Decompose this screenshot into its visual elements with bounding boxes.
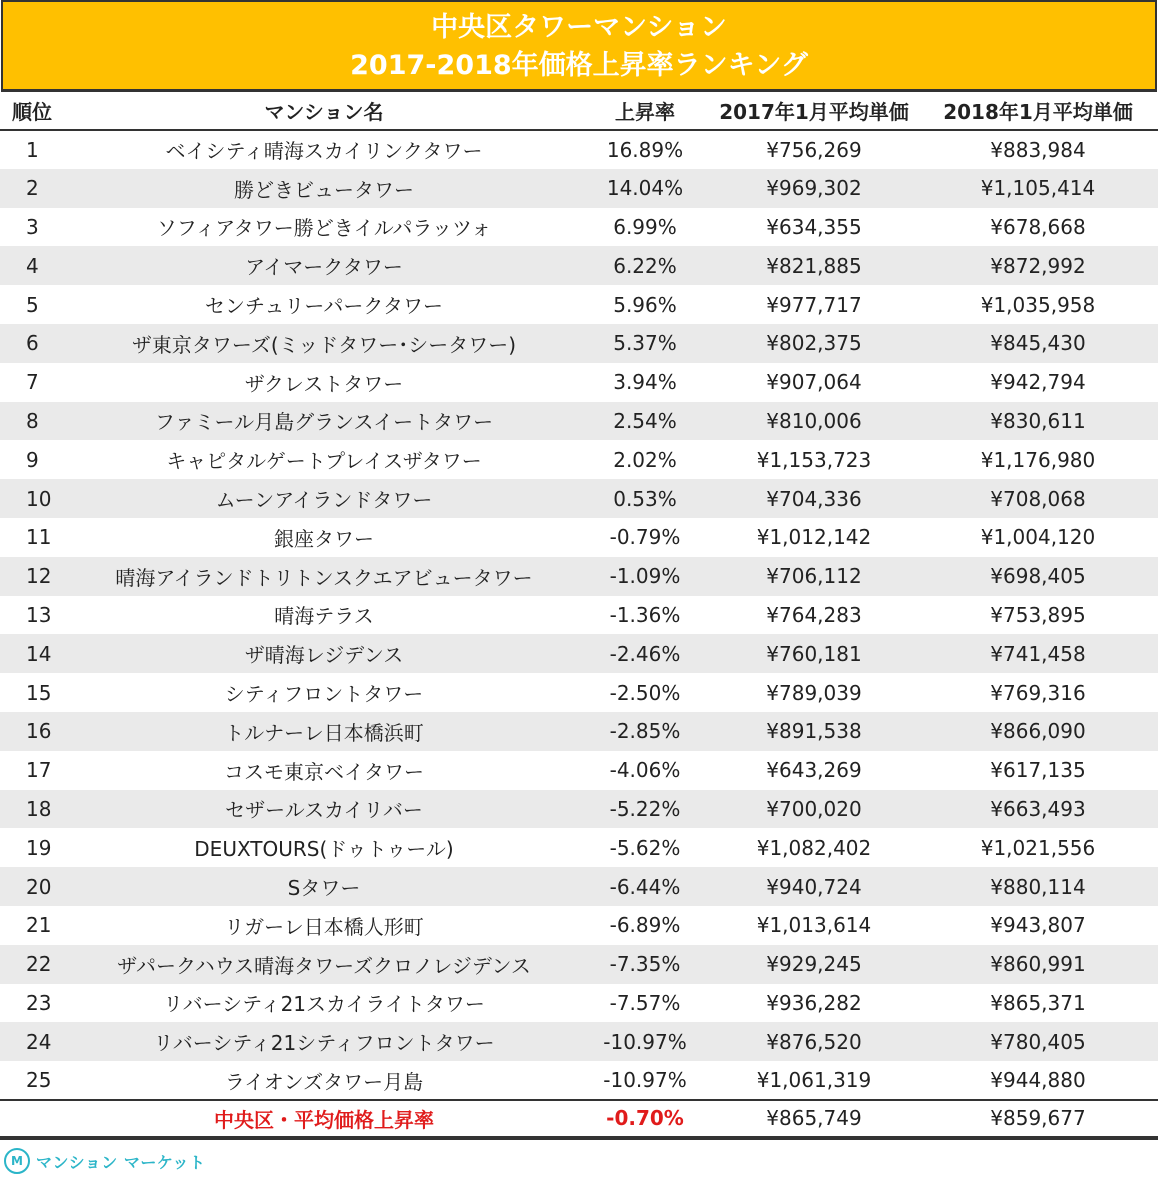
table-row (0, 208, 1158, 247)
rank-cell: 13 (0, 596, 68, 635)
name-cell: セザールスカイリバー (68, 790, 580, 829)
table-row (0, 596, 1158, 635)
price-2017-cell: ¥1,153,723 (710, 440, 918, 479)
price-2018-cell: ¥830,611 (918, 402, 1158, 441)
table-row (0, 130, 1158, 169)
price-2017-cell: ¥876,520 (710, 1022, 918, 1061)
header-name: マンション名 (68, 92, 580, 130)
rank-cell: 2 (0, 169, 68, 208)
table-row (0, 285, 1158, 324)
rank-cell: 18 (0, 790, 68, 829)
rank-cell: 19 (0, 828, 68, 867)
rank-cell: 20 (0, 867, 68, 906)
name-cell: ザ東京タワーズ(ミッドタワー･シータワー) (68, 324, 580, 363)
price-2017-cell: ¥643,269 (710, 751, 918, 790)
table-row (0, 906, 1158, 945)
price-2017-cell: ¥821,885 (710, 246, 918, 285)
table-row (0, 363, 1158, 402)
rate-cell: 2.54% (580, 402, 710, 441)
rate-cell: -1.36% (580, 596, 710, 635)
rate-cell: -7.57% (580, 984, 710, 1023)
rate-cell: -5.62% (580, 828, 710, 867)
rate-cell: -10.97% (580, 1022, 710, 1061)
price-2018-cell: ¥769,316 (918, 673, 1158, 712)
table-row (0, 479, 1158, 518)
price-2017-cell: ¥1,061,319 (710, 1061, 918, 1100)
header-rank: 順位 (0, 92, 68, 130)
price-2018-cell: ¥860,991 (918, 945, 1158, 984)
name-cell: リバーシティ21スカイライトタワー (68, 984, 580, 1023)
title-line-2: 2017-2018年価格上昇率ランキング (350, 50, 808, 81)
brand-logo (4, 1148, 206, 1174)
summary-price-2018: ¥859,677 (918, 1100, 1158, 1138)
price-2018-cell: ¥708,068 (918, 479, 1158, 518)
name-cell: ザクレストタワー (68, 363, 580, 402)
rank-cell: 12 (0, 557, 68, 596)
rate-cell: 5.96% (580, 285, 710, 324)
price-2018-cell: ¥880,114 (918, 867, 1158, 906)
rate-cell: 6.99% (580, 208, 710, 247)
rank-cell: 3 (0, 208, 68, 247)
price-2017-cell: ¥764,283 (710, 596, 918, 635)
header-rate: 上昇率 (580, 92, 710, 130)
price-2018-cell: ¥1,176,980 (918, 440, 1158, 479)
summary-label: 中央区・平均価格上昇率 (68, 1100, 580, 1138)
rate-cell: 6.22% (580, 246, 710, 285)
price-2018-cell: ¥741,458 (918, 634, 1158, 673)
rate-cell: 0.53% (580, 479, 710, 518)
rate-cell: 2.02% (580, 440, 710, 479)
price-2017-cell: ¥760,181 (710, 634, 918, 673)
table-row (0, 828, 1158, 867)
price-2018-cell: ¥845,430 (918, 324, 1158, 363)
name-cell: ライオンズタワー月島 (68, 1061, 580, 1100)
rank-cell: 1 (0, 130, 68, 169)
name-cell: リガーレ日本橋人形町 (68, 906, 580, 945)
price-2017-cell: ¥936,282 (710, 984, 918, 1023)
table-row (0, 402, 1158, 441)
name-cell: ファミール月島グランスイートタワー (68, 402, 580, 441)
price-2018-cell: ¥1,021,556 (918, 828, 1158, 867)
price-2018-cell: ¥942,794 (918, 363, 1158, 402)
table-row (0, 945, 1158, 984)
table-row (0, 440, 1158, 479)
name-cell: リバーシティ21シティフロントタワー (68, 1022, 580, 1061)
rank-cell: 21 (0, 906, 68, 945)
table-header-row (0, 92, 1158, 130)
table-row (0, 557, 1158, 596)
price-2018-cell: ¥872,992 (918, 246, 1158, 285)
table-row (0, 1061, 1158, 1100)
name-cell: 勝どきビュータワー (68, 169, 580, 208)
rank-cell: 4 (0, 246, 68, 285)
price-2017-cell: ¥977,717 (710, 285, 918, 324)
price-2017-cell: ¥802,375 (710, 324, 918, 363)
name-cell: ザ晴海レジデンス (68, 634, 580, 673)
price-2018-cell: ¥1,105,414 (918, 169, 1158, 208)
rank-cell: 9 (0, 440, 68, 479)
price-2017-cell: ¥1,082,402 (710, 828, 918, 867)
price-2018-cell: ¥865,371 (918, 984, 1158, 1023)
rank-cell: 22 (0, 945, 68, 984)
header-price-2018: 2018年1月平均単価 (918, 92, 1158, 130)
header-price-2017: 2017年1月平均単価 (710, 92, 918, 130)
rank-cell: 6 (0, 324, 68, 363)
brand-name: マンション マーケット (36, 1152, 206, 1172)
rank-cell: 11 (0, 518, 68, 557)
rank-cell: 10 (0, 479, 68, 518)
title-banner (1, 0, 1157, 92)
price-2017-cell: ¥706,112 (710, 557, 918, 596)
price-2017-cell: ¥634,355 (710, 208, 918, 247)
name-cell: 晴海アイランドトリトンスクエアビュータワー (68, 557, 580, 596)
name-cell: アイマークタワー (68, 246, 580, 285)
price-2018-cell: ¥1,004,120 (918, 518, 1158, 557)
rate-cell: -10.97% (580, 1061, 710, 1100)
table-row (0, 1022, 1158, 1061)
price-2018-cell: ¥866,090 (918, 712, 1158, 751)
table-row (0, 324, 1158, 363)
rate-cell: -4.06% (580, 751, 710, 790)
rank-cell: 16 (0, 712, 68, 751)
name-cell: ベイシティ晴海スカイリンクタワー (68, 130, 580, 169)
table-row (0, 751, 1158, 790)
price-2017-cell: ¥969,302 (710, 169, 918, 208)
rank-cell: 7 (0, 363, 68, 402)
name-cell: Sタワー (68, 867, 580, 906)
rank-cell: 8 (0, 402, 68, 441)
price-2017-cell: ¥810,006 (710, 402, 918, 441)
rank-cell: 15 (0, 673, 68, 712)
summary-row (0, 1100, 1158, 1138)
price-2017-cell: ¥704,336 (710, 479, 918, 518)
name-cell: シティフロントタワー (68, 673, 580, 712)
rate-cell: -7.35% (580, 945, 710, 984)
table-row (0, 984, 1158, 1023)
rate-cell: -2.50% (580, 673, 710, 712)
price-2017-cell: ¥907,064 (710, 363, 918, 402)
rate-cell: -1.09% (580, 557, 710, 596)
name-cell: ザパークハウス晴海タワーズクロノレジデンス (68, 945, 580, 984)
price-2017-cell: ¥929,245 (710, 945, 918, 984)
price-2018-cell: ¥617,135 (918, 751, 1158, 790)
name-cell: コスモ東京ベイタワー (68, 751, 580, 790)
name-cell: 銀座タワー (68, 518, 580, 557)
table-row (0, 169, 1158, 208)
table-row (0, 673, 1158, 712)
price-2018-cell: ¥883,984 (918, 130, 1158, 169)
rate-cell: -6.44% (580, 867, 710, 906)
table-body (0, 130, 1158, 1100)
title-line-1: 中央区タワーマンション (431, 12, 727, 43)
rank-cell: 23 (0, 984, 68, 1023)
price-2017-cell: ¥1,013,614 (710, 906, 918, 945)
price-2018-cell: ¥663,493 (918, 790, 1158, 829)
price-2017-cell: ¥1,012,142 (710, 518, 918, 557)
name-cell: DEUXTOURS(ドゥトゥール) (68, 828, 580, 867)
ranking-table (0, 92, 1158, 1140)
table-row (0, 712, 1158, 751)
price-2018-cell: ¥1,035,958 (918, 285, 1158, 324)
name-cell: 晴海テラス (68, 596, 580, 635)
table-row (0, 867, 1158, 906)
name-cell: キャピタルゲートプレイスザタワー (68, 440, 580, 479)
name-cell: ソフィアタワー勝どきイルパラッツォ (68, 208, 580, 247)
building-icon: M (4, 1148, 30, 1174)
rate-cell: -2.85% (580, 712, 710, 751)
price-2018-cell: ¥943,807 (918, 906, 1158, 945)
price-2018-cell: ¥780,405 (918, 1022, 1158, 1061)
summary-price-2017: ¥865,749 (710, 1100, 918, 1138)
price-2017-cell: ¥891,538 (710, 712, 918, 751)
name-cell: トルナーレ日本橋浜町 (68, 712, 580, 751)
table-row (0, 790, 1158, 829)
rank-cell: 25 (0, 1061, 68, 1100)
price-2018-cell: ¥678,668 (918, 208, 1158, 247)
rate-cell: -2.46% (580, 634, 710, 673)
table-row (0, 518, 1158, 557)
rate-cell: -0.79% (580, 518, 710, 557)
rank-cell: 17 (0, 751, 68, 790)
rate-cell: 5.37% (580, 324, 710, 363)
price-2017-cell: ¥789,039 (710, 673, 918, 712)
summary-rate: -0.70% (580, 1100, 710, 1138)
price-2018-cell: ¥944,880 (918, 1061, 1158, 1100)
summary-blank (0, 1100, 68, 1138)
price-2018-cell: ¥753,895 (918, 596, 1158, 635)
rank-cell: 14 (0, 634, 68, 673)
rate-cell: -6.89% (580, 906, 710, 945)
table-row (0, 634, 1158, 673)
rate-cell: 16.89% (580, 130, 710, 169)
price-2017-cell: ¥756,269 (710, 130, 918, 169)
rank-cell: 5 (0, 285, 68, 324)
name-cell: ムーンアイランドタワー (68, 479, 580, 518)
price-2017-cell: ¥700,020 (710, 790, 918, 829)
table-row (0, 246, 1158, 285)
rate-cell: 3.94% (580, 363, 710, 402)
price-2017-cell: ¥940,724 (710, 867, 918, 906)
name-cell: センチュリーパークタワー (68, 285, 580, 324)
price-2018-cell: ¥698,405 (918, 557, 1158, 596)
rate-cell: -5.22% (580, 790, 710, 829)
rank-cell: 24 (0, 1022, 68, 1061)
rate-cell: 14.04% (580, 169, 710, 208)
